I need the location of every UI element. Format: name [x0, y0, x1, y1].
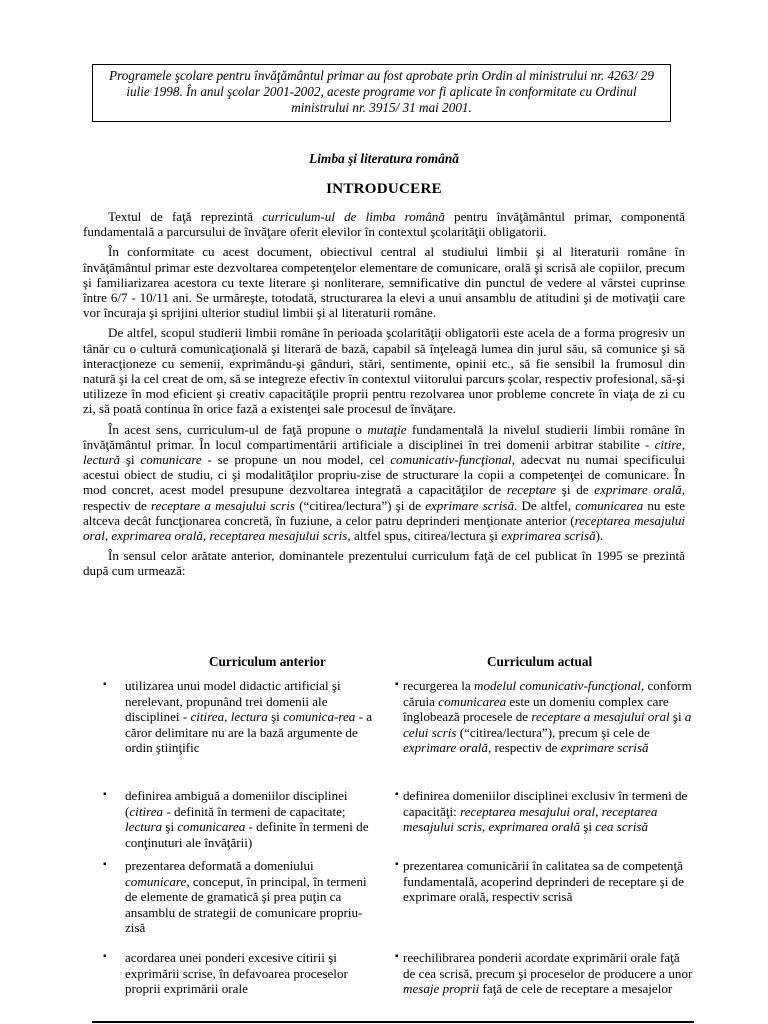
current-item: definirea domeniilor disciplinei exclusiv în termeni de capacităţi: receptarea mesajului oral, receptarea mesajului scris, exprimarea orală şi cea scrisă: [403, 788, 688, 835]
document-title: Limba şi literatura română: [309, 151, 459, 166]
previous-item: acordarea unei ponderi excesive citirii şi exprimării scrise, în defavoarea proceselor proprii exprimării orale: [125, 950, 348, 997]
previous-item: prezentarea deformată a domeniului comunicare, conceput, în principal, în termeni de elemente de gramatică şi prea puţin ca ansamblu de strategii de comunicare propriu-zisă: [125, 858, 367, 936]
approval-notice-box: [92, 64, 671, 122]
section-heading: INTRODUCERE: [326, 181, 442, 197]
paragraph: De altfel, scopul studierii limbii române în perioada şcolarităţii obligatorii este acela de a forma progresiv un tânăr cu o cultură comunicaţională şi literară de bază, capabil să înţeleagă lumea din jurul său, să comunice şi să interacţioneze cu semenii, exprimându-şi gânduri, stări, sentimente, opinii etc., să fie sensibil la frumosul din natură şi la cel creat de om, să se integreze efectiv în contextul viitorului parcurs şcolar, respectiv profesional, să-şi utilizeze în mod eficient şi creativ capacităţile proprii pentru rezolvarea unor probleme concrete în viaţa de zi cu zi, să poată continua în orice fază a existenţei sale procesul de învăţare.: [83, 325, 685, 417]
bullet-icon: ▪: [103, 859, 107, 870]
previous-item: utilizarea unui model didactic artificial şi nerelevant, propunând trei domenii ale disciplinei - citirea, lectura şi comunica-rea - a căror delimitare nu are la bază argumente de ordin ştiinţific: [125, 678, 373, 756]
introduction-body: [83, 209, 685, 584]
bullet-icon: ▪: [103, 951, 107, 962]
paragraph: Textul de faţă reprezintă curriculum-ul de limba română pentru învăţământul primar, componentă fundamentală a parcursului de învăţare oferit elevilor în contextul şcolarităţii obligatorii.: [83, 209, 685, 240]
paragraph: În sensul celor arătate anterior, dominantele prezentului curriculum faţă de cel publicat în 1995 se prezintă după cum urmează:: [83, 548, 685, 579]
paragraph: În acest sens, curriculum-ul de faţă propune o mutaţie fundamentală la nivelul studierii limbii române în învăţământul primar. În locul compartimentării artificiale a disciplinei în trei domenii arbitrar stabilite - citire, lectură şi comunicare - se propune un nou model, cel comunicativ-funcţional, adecvat nu numai specificului acestui obiect de studiu, ci şi modalităţilor propriu-zise de structurare la copii a competenţei de comunicare. În mod concret, acest model presupune dezvoltarea integrată a capacităţilor de receptare şi de exprimare orală, respectiv de receptare a mesajului scris (“citirea/lectura”) şi de exprimare scrisă. De altfel, comunicarea nu este altceva decât funcţionarea concretă, în fuziune, a celor patru deprinderi menţionate anterior (receptarea mesajului oral, exprimarea orală, receptarea mesajului scris, altfel spus, citirea/lectura şi exprimarea scrisă).: [83, 421, 686, 544]
current-item: prezentarea comunicării în calitatea sa de competenţă fundamentală, acoperind deprinderi de receptare şi de exprimare orală, respectiv scrisă: [403, 858, 685, 905]
previous-item: definirea ambiguă a domeniilor disciplinei (citirea - definită în termeni de capacitate; lectura şi comunicarea - definite în termeni de conţinuturi ale învăţării): [125, 788, 369, 850]
bullet-icon: ▪: [395, 789, 399, 800]
bottom-rule: [92, 1021, 694, 1023]
previous-curriculum-header: Curriculum anterior: [209, 654, 326, 669]
bullet-icon: ▪: [395, 679, 399, 690]
bullet-icon: ▪: [395, 951, 399, 962]
bullet-icon: ▪: [103, 789, 107, 800]
paragraph: În conformitate cu acest document, obiectivul central al studiului limbii şi al literaturii române în învăţământul primar este dezvoltarea competenţelor elementare de comunicare, orală şi scrisă ale copiilor, precum şi familiarizarea acestora cu texte literare şi nonliterare, semnificative din punctul de vedere al vârstei cuprinse între 6/7 - 10/11 ani. Se urmăreşte, totodată, structurarea la elevi a unui ansamblu de atitudini şi de motivaţii care vor încuraja şi sprijini ulterior studiul limbii şi al literaturii române.: [83, 244, 685, 321]
current-item: recurgerea la modelul comunicativ-funcţional, conform căruia comunicarea este un domeniu complex care înglobează procesele de receptare a mesajului oral şi a celui scris (“citirea/lectura”), precum şi cele de exprimare orală, respectiv de exprimare scrisă: [403, 678, 692, 756]
current-item: reechilibrarea ponderii acordate exprimării orale faţă de cea scrisă, precum şi proceselor de producere a unor mesaje proprii faţă de cele de receptare a mesajelor: [403, 950, 693, 997]
bullet-icon: ▪: [103, 679, 107, 690]
approval-notice-text: Programele şcolare pentru învăţământul primar au fost aprobate prin Ordin al ministrului nr. 4263/ 29 iulie 1998. În anul şcolar 2001-2002, aceste programe vor fi aplicate în conformitate cu Ordinul ministrului nr. 3915/ 31 mai 2001.: [109, 68, 654, 115]
bullet-icon: ▪: [395, 859, 399, 870]
current-curriculum-header: Curriculum actual: [487, 654, 593, 669]
